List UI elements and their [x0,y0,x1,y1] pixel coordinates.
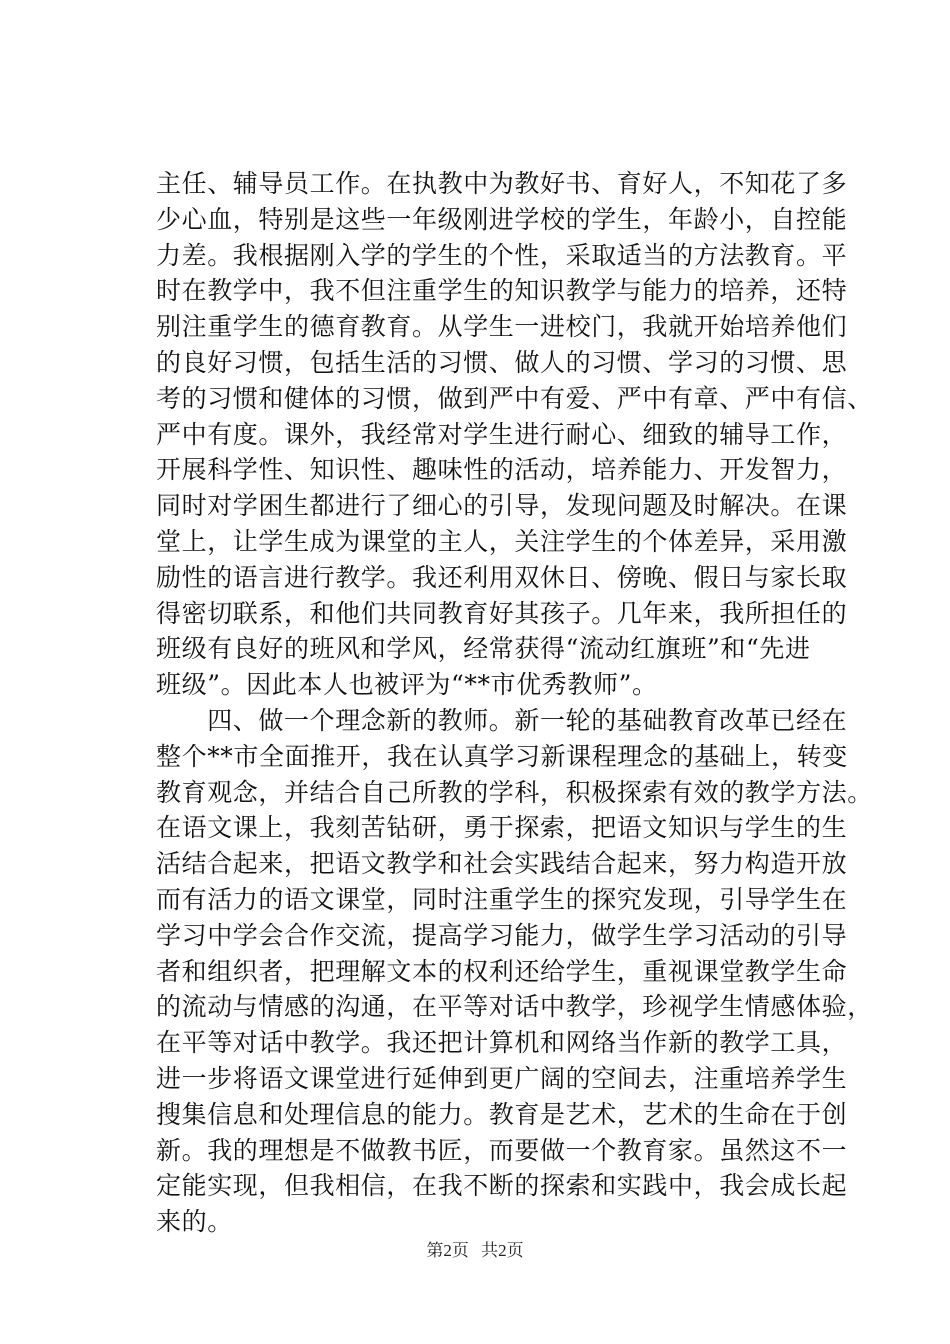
text-line: 新。我的理想是不做教书匠，而要做一个教育家。虽然这不一 [156,1135,848,1165]
text-line: 堂上，让学生成为课堂的主人，关注学生的个体差异，采用激 [156,526,848,556]
text-line: 力差。我根据刚入学的学生的个性，采取适当的方法教育。平 [156,240,848,270]
text-line: 班级”。因此本人也被评为“**市优秀教师”。 [156,670,658,700]
text-line: 同时对学困生都进行了细心的引导，发现问题及时解决。在课 [156,491,848,521]
text-line: 时在教学中，我不但注重学生的知识教学与能力的培养，还特 [156,276,848,306]
text-line: 考的习惯和健体的习惯，做到严中有爱、严中有章、严中有信、 [156,383,873,413]
text-line: 搜集信息和处理信息的能力。教育是艺术，艺术的生命在于创 [156,1099,848,1129]
text-line: 严中有度。课外，我经常对学生进行耐心、细致的辅导工作， [156,419,848,449]
text-line: 班级有良好的班风和学风，经常获得“流动红旗班”和“先进 [156,634,811,664]
text-line: 得密切联系，和他们共同教育好其孩子。几年来，我所担任的 [156,598,848,628]
text-line: 来的。 [156,1207,233,1237]
text-line: 而有活力的语文课堂，同时注重学生的探究发现，引导学生在 [156,884,848,914]
text-line: 教育观念，并结合自己所教的学科，积极探索有效的教学方法。 [156,777,873,807]
text-line: 学习中学会合作交流，提高学习能力，做学生学习活动的引导 [156,920,848,950]
text-line: 在平等对话中教学。我还把计算机和网络当作新的教学工具， [156,1028,848,1058]
text-line: 励性的语言进行教学。我还利用双休日、傍晚、假日与家长取 [156,562,848,592]
text-line: 整个**市全面推开，我在认真学习新课程理念的基础上，转变 [156,741,848,771]
text-line: 开展科学性、知识性、趣味性的活动，培养能力、开发智力， [156,455,848,485]
page-footer [0,1236,950,1261]
page-number-total: 共2页 [481,1241,524,1260]
text-line: 别注重学生的德育教育。从学生一进校门，我就开始培养他们 [156,312,848,342]
text-line: 在语文课上，我刻苦钻研，勇于探索，把语文知识与学生的生 [156,813,848,843]
text-line: 进一步将语文课堂进行延伸到更广阔的空间去，注重培养学生 [156,1063,848,1093]
text-line: 定能实现，但我相信，在我不断的探索和实践中，我会成长起 [156,1171,848,1201]
text-line: 活结合起来，把语文教学和社会实践结合起来，努力构造开放 [156,849,848,879]
text-line: 四、做一个理念新的教师。新一轮的基础教育改革已经在 [156,705,848,735]
text-line: 者和组织者，把理解文本的权利还给学生，重视课堂教学生命 [156,956,848,986]
text-line: 少心血，特别是这些一年级刚进学校的学生，年龄小，自控能 [156,204,848,234]
text-line: 的良好习惯，包括生活的习惯、做人的习惯、学习的习惯、思 [156,347,848,377]
body-text [156,166,873,1240]
text-line: 主任、辅导员工作。在执教中为教好书、育好人，不知花了多 [156,169,848,198]
page-number-current: 第2页 [426,1241,469,1260]
text-line: 的流动与情感的沟通，在平等对话中教学，珍视学生情感体验， [156,992,873,1022]
